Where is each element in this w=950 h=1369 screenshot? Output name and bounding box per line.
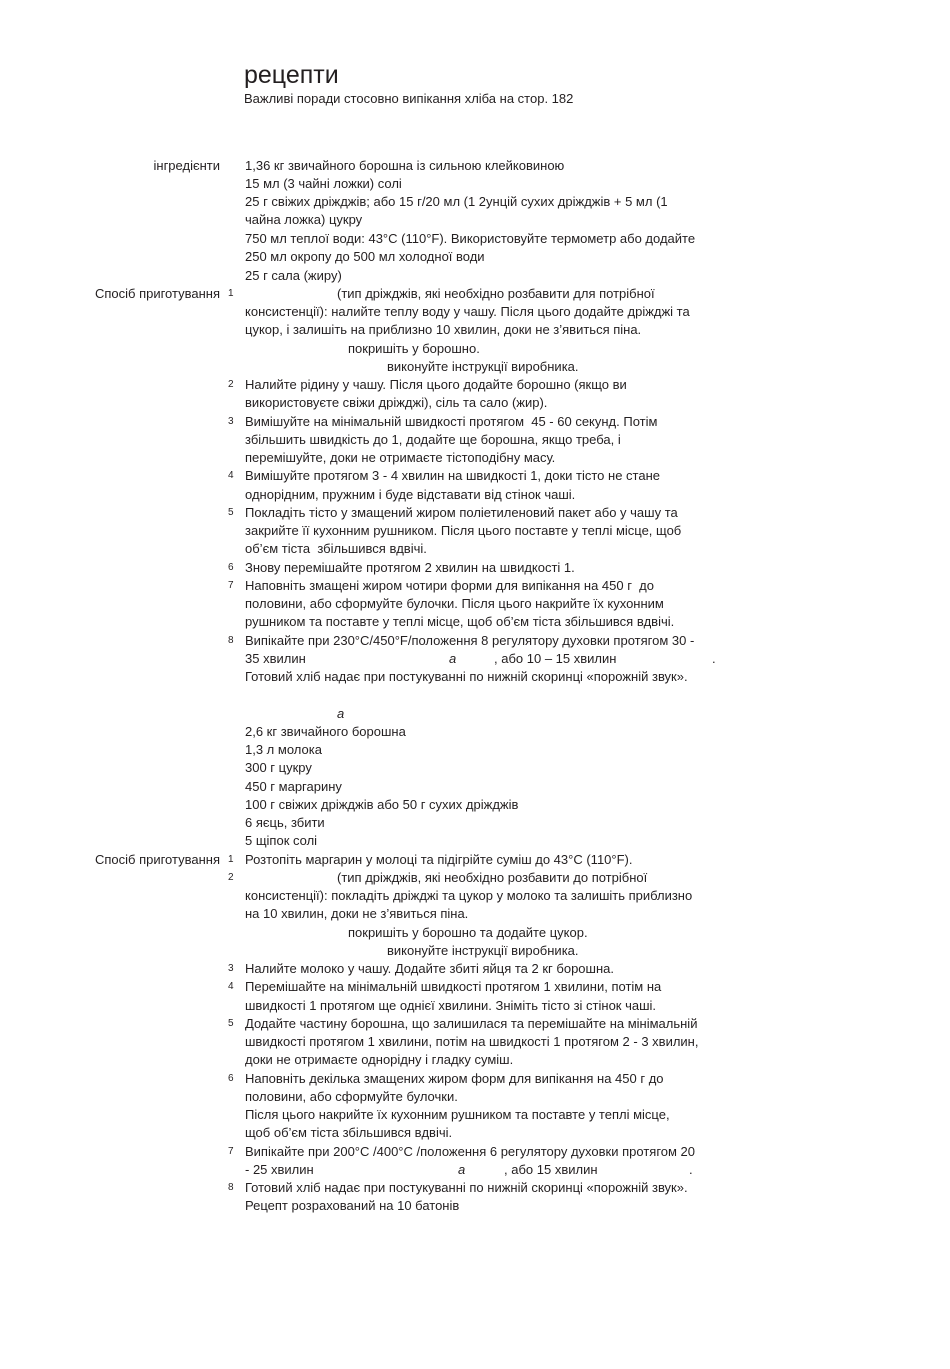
- step-line: рушником та поставте у теплі місце, щоб об’єм тіста збільшився вдвічі.: [245, 614, 675, 629]
- step-number: 2: [228, 379, 234, 390]
- step-number: 8: [228, 1182, 234, 1193]
- step-line: консистенції): налийте теплу воду у чашу. Після цього додайте дріжджі та: [245, 304, 690, 319]
- step-line: Наповніть декілька змащених жиром форм для випікання на 450 г до: [245, 1071, 664, 1086]
- ingredient-line: 15 мл (3 чайні ложки) солі: [245, 176, 402, 191]
- step-line: Вимішуйте на мінімальній швидкості протягом 45 - 60 секунд. Потім: [245, 414, 658, 429]
- ingredient-line: 5 щіпок солі: [245, 833, 318, 848]
- step-number: 3: [228, 416, 234, 427]
- step-number: 1: [228, 854, 234, 865]
- step-fragment: а: [449, 651, 457, 666]
- ingredient-line: 250 мл окропу до 500 мл холодної води: [245, 249, 485, 264]
- step-line: Налийте рідину у чашу. Після цього додайте борошно (якщо ви: [245, 377, 627, 392]
- step-number: 1: [228, 288, 234, 299]
- step-line: консистенції): покладіть дріжджі та цукор у молоко та залишіть приблизно: [245, 888, 693, 903]
- page-title: рецепти: [244, 61, 339, 89]
- step-line: Вимішуйте протягом 3 - 4 хвилин на швидкості 1, доки тісто не стане: [245, 468, 660, 483]
- step-line: Випікайте при 200°С /400°С /положення 6 регулятору духовки протягом 20: [245, 1144, 696, 1159]
- method-label: Спосіб приготування: [94, 852, 220, 867]
- step-line: покришіть у борошно та додайте цукор.: [348, 925, 588, 940]
- step-line: половини, або сформуйте булочки. Після цього накрийте їх кухонним: [245, 596, 664, 611]
- step-number: 6: [228, 562, 234, 573]
- ingredient-line: 100 г свіжих дріжджів або 50 г сухих дріжджів: [245, 797, 519, 812]
- recipe-heading: а: [337, 706, 345, 721]
- step-line: (тип дріжджів, які необхідно розбавити до потрібної: [337, 870, 648, 885]
- step-line: перемішуйте, доки не отримаєте тістоподібну масу.: [245, 450, 556, 465]
- step-line: щоб об’єм тіста збільшився вдвічі.: [245, 1125, 453, 1140]
- step-number: 4: [228, 470, 234, 481]
- step-line: доки не отримаєте однорідну і гладку суміш.: [245, 1052, 514, 1067]
- ingredient-line: 6 яєць, збити: [245, 815, 325, 830]
- step-line: , або 10 – 15 хвилин: [494, 651, 617, 666]
- step-line: 35 хвилин: [245, 651, 306, 666]
- step-line: закрийте її кухонним рушником. Після цього поставте у теплі місце, щоб: [245, 523, 682, 538]
- ingredient-line: 300 г цукру: [245, 760, 312, 775]
- step-line: покришіть у борошно.: [348, 341, 480, 356]
- ingredients-label: інгредієнти: [153, 158, 220, 173]
- step-line: Рецепт розрахований на 10 батонів: [245, 1198, 460, 1213]
- step-line: Випікайте при 230°С/450°F/положення 8 регулятору духовки протягом 30 -: [245, 633, 695, 648]
- ingredient-line: 1,3 л молока: [245, 742, 322, 757]
- step-line: об’єм тіста збільшився вдвічі.: [245, 541, 427, 556]
- step-number: 8: [228, 635, 234, 646]
- step-number: 5: [228, 507, 234, 518]
- step-number: 2: [228, 872, 234, 883]
- step-number: 7: [228, 1146, 234, 1157]
- method-label: Спосіб приготування: [94, 286, 220, 301]
- step-line: Налийте молоко у чашу. Додайте збиті яйця та 2 кг борошна.: [245, 961, 614, 976]
- ingredient-line: 25 г сала (жиру): [245, 268, 342, 283]
- step-line: , або 15 хвилин: [504, 1162, 598, 1177]
- step-number: 3: [228, 963, 234, 974]
- step-line: на 10 хвилин, доки не з’явиться піна.: [245, 906, 469, 921]
- step-line: Додайте частину борошна, що залишилася та перемішайте на мінімальній: [245, 1016, 698, 1031]
- ingredient-line: 450 г маргарину: [245, 779, 342, 794]
- ingredient-line: 1,36 кг звичайного борошна із сильною клейковиною: [245, 158, 565, 173]
- step-line: Перемішайте на мінімальній швидкості протягом 1 хвилини, потім на: [245, 979, 662, 994]
- step-line: Після цього накрийте їх кухонним рушником та поставте у теплі місце,: [245, 1107, 670, 1122]
- step-fragment: .: [689, 1162, 693, 1177]
- step-line: однорідним, пружним і буде відставати від стінок чаші.: [245, 487, 576, 502]
- ingredient-line: 2,6 кг звичайного борошна: [245, 724, 406, 739]
- step-line: - 25 хвилин: [245, 1162, 314, 1177]
- step-line: Наповніть змащені жиром чотири форми для випікання на 450 г до: [245, 578, 654, 593]
- ingredient-line: 750 мл теплої води: 43°С (110°F). Використовуйте термометр або додайте: [245, 231, 696, 246]
- step-line: Знову перемішайте протягом 2 хвилин на швидкості 1.: [245, 560, 575, 575]
- step-number: 7: [228, 580, 234, 591]
- step-number: 4: [228, 981, 234, 992]
- step-line: виконуйте інструкції виробника.: [387, 943, 579, 958]
- step-line: виконуйте інструкції виробника.: [387, 359, 579, 374]
- ingredient-line: 25 г свіжих дріжджів; або 15 г/20 мл (1 2унцій сухих дріжджів + 5 мл (1: [245, 194, 668, 209]
- ingredient-line: чайна ложка) цукру: [245, 212, 363, 227]
- step-line: Розтопіть маргарин у молоці та підігрійте суміш до 43°С (110°F).: [245, 852, 633, 867]
- step-line: (тип дріжджів, які необхідно розбавити для потрібної: [337, 286, 655, 301]
- step-line: використовуєте свіжи дріжджі), сіль та сало (жир).: [245, 395, 548, 410]
- page-subtitle: Важливі поради стосовно випікання хліба на стор. 182: [244, 91, 574, 106]
- step-number: 6: [228, 1073, 234, 1084]
- step-number: 5: [228, 1018, 234, 1029]
- step-line: Готовий хліб надає при постукуванні по нижній скоринці «порожній звук».: [245, 1180, 688, 1195]
- step-line: половини, або сформуйте булочки.: [245, 1089, 458, 1104]
- step-line: Готовий хліб надає при постукуванні по нижній скоринці «порожній звук».: [245, 669, 688, 684]
- step-line: Покладіть тісто у змащений жиром поліетиленовий пакет або у чашу та: [245, 505, 678, 520]
- step-line: швидкості протягом 1 хвилини, потім на швидкості 1 протягом 2 - 3 хвилин,: [245, 1034, 699, 1049]
- step-fragment: .: [712, 651, 716, 666]
- step-line: швидкості 1 протягом ще однієї хвилини. Зніміть тісто зі стінок чаші.: [245, 998, 657, 1013]
- step-line: цукор, і залишіть на приблизно 10 хвилин, доки не з’явиться піна.: [245, 322, 642, 337]
- step-fragment: а: [458, 1162, 466, 1177]
- step-line: збільшить швидкість до 1, додайте ще борошна, якщо треба, і: [245, 432, 621, 447]
